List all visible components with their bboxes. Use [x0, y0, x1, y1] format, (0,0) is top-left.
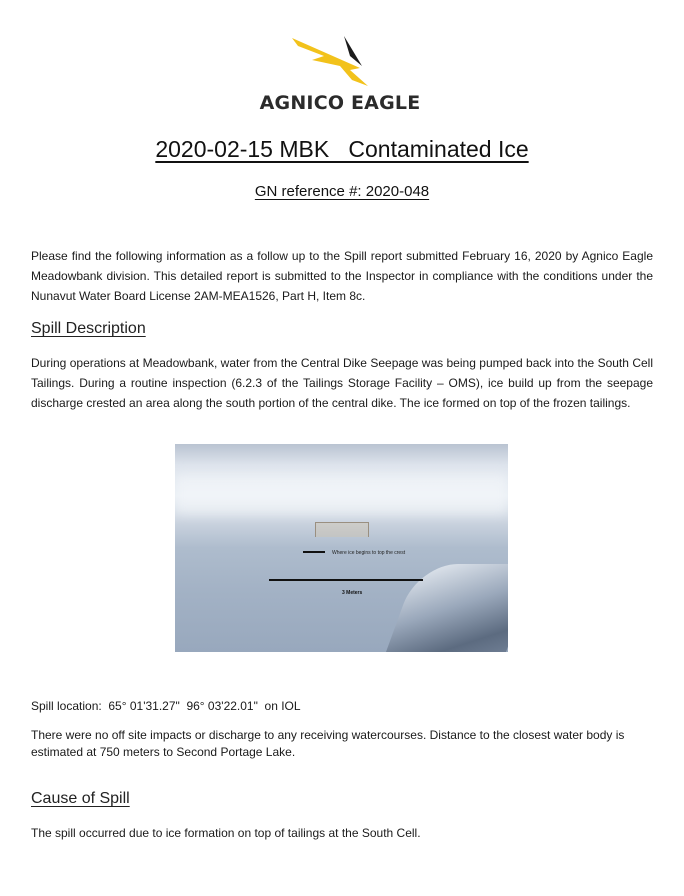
photo-annotation-crest: Where ice begins to top the crest	[332, 550, 406, 556]
photo-marker-line-short	[303, 551, 325, 553]
photo-scale-line	[269, 579, 423, 581]
impact-paragraph: There were no off site impacts or discharge to any receiving watercourses. Distance to the closest water body is estimated at 750 meters to Second Portage Lake.	[31, 728, 625, 759]
company-name: AGNICO EAGLE	[259, 92, 421, 114]
section-heading-spill-description: Spill Description	[31, 320, 146, 337]
spill-location: Spill location: 65° 01'31.27" 96° 03'22.01" on IOL	[31, 699, 301, 713]
photo-annotation-scale: 3 Meters	[342, 590, 363, 596]
section-heading-cause-of-spill: Cause of Spill	[31, 790, 130, 807]
photo-structure	[315, 522, 369, 537]
gn-reference: GN reference #: 2020-048	[254, 183, 430, 200]
cause-paragraph: The spill occurred due to ice formation on top of tailings at the South Cell.	[31, 826, 421, 840]
document-title: 2020-02-15 MBK Contaminated Ice	[155, 136, 529, 162]
intro-paragraph: Please find the following information as a follow up to the Spill report submitted February 16, 2020 by Agnico Eagle Meadowbank division. This detailed report is submitted to the Inspector in compliance with the conditions under the Nunavut Water Board License 2AM-MEA1526, Part H, Item 8c.	[31, 249, 653, 303]
photo-fog	[175, 474, 508, 514]
photo-dike-embankment	[378, 564, 508, 652]
company-logo	[250, 30, 430, 120]
spill-description-paragraph: During operations at Meadowbank, water from the Central Dike Seepage was being pumped back into the South Cell Tailings. During a routine inspection (6.2.3 of the Tailings Storage Facility – OMS), ice build up from the seepage discharge crested an area along the south portion of the central dike. The ice formed on top of the frozen tailings.	[31, 356, 653, 410]
eagle-icon	[290, 30, 390, 88]
spill-site-photo	[175, 444, 508, 652]
